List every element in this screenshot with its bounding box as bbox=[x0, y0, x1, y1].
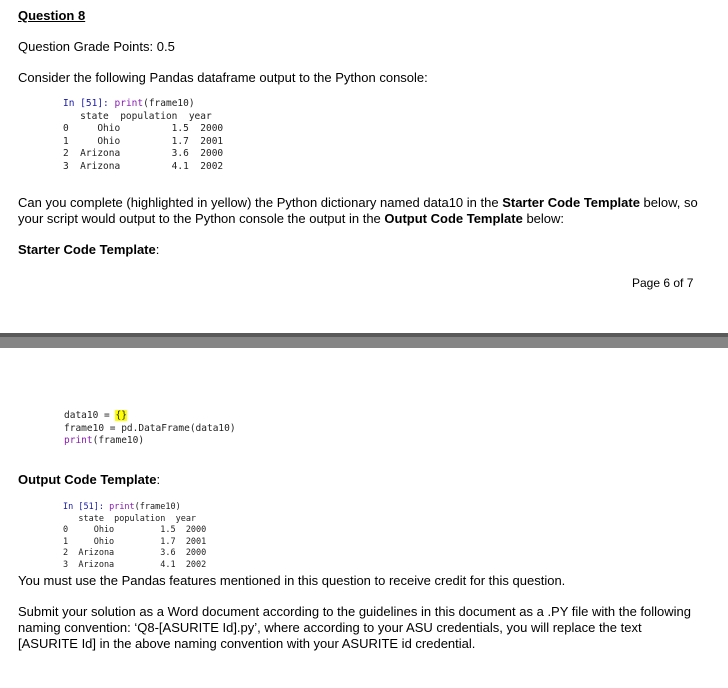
dataframe-row: 1 Ohio 1.7 2001 bbox=[63, 135, 224, 147]
dataframe-row: 0 Ohio 1.5 2000 bbox=[63, 123, 224, 135]
console-prompt: In [51]: bbox=[63, 98, 109, 109]
data10-highlight: {} bbox=[115, 410, 127, 421]
output-template-ref: Output Code Template bbox=[384, 211, 523, 226]
intro-text: Consider the following Pandas dataframe output to the Python console: bbox=[18, 70, 428, 85]
dataframe-header: state population year bbox=[63, 513, 197, 524]
question-title: Question 8 bbox=[18, 8, 86, 23]
dataframe-row: 2 Arizona 3.6 2000 bbox=[63, 548, 207, 558]
page-number: Page 6 of 7 bbox=[632, 276, 694, 290]
dataframe-row: 2 Arizona 3.6 2000 bbox=[63, 148, 224, 160]
console-prompt: In [51]: bbox=[63, 502, 104, 512]
starter-code-heading: Starter Code Template: bbox=[18, 242, 160, 257]
grade-points: Question Grade Points: 0.5 bbox=[18, 39, 175, 54]
starter-template-ref: Starter Code Template bbox=[502, 195, 640, 210]
dataframe-row: 1 Ohio 1.7 2001 bbox=[63, 536, 207, 547]
code-line: frame10 = pd.DataFrame(data10) bbox=[64, 422, 236, 434]
starter-code-block bbox=[64, 410, 236, 448]
output-code-heading: Output Code Template: bbox=[18, 472, 161, 487]
console-command: In [51]: print(frame10) bbox=[63, 502, 181, 512]
dataframe-row: 3 Arizona 4.1 2002 bbox=[63, 559, 207, 570]
print-keyword: print bbox=[109, 502, 135, 512]
submission-note: Submit your solution as a Word document according to the guidelines in this document as a .PY file with the following naming convention: ‘Q8-[ASURITE Id].py’, where according to your ASU credentials, you will replace the text [ASURITE Id] in the above naming convention with your ASURITE id credential. bbox=[18, 604, 692, 651]
document-page-7 bbox=[0, 348, 728, 688]
code-line: print(frame10) bbox=[64, 435, 145, 446]
code-line: data10 = {} bbox=[64, 410, 127, 421]
console-output-1 bbox=[63, 98, 223, 174]
print-keyword: print bbox=[64, 435, 93, 446]
dataframe-row: 0 Ohio 1.5 2000 bbox=[63, 525, 207, 535]
dataframe-row: 3 Arizona 4.1 2002 bbox=[63, 160, 224, 172]
print-argument: (frame10) bbox=[143, 98, 195, 109]
dataframe-header: state population year bbox=[63, 110, 212, 122]
print-keyword: print bbox=[114, 98, 144, 109]
instructions-text: Can you complete (highlighted in yellow) the Python dictionary named data10 in the Starter Code Template below, so your script would output to the Python console the output in the Output Code Template below: bbox=[18, 195, 698, 226]
page-separator bbox=[0, 333, 728, 348]
console-output-2 bbox=[63, 502, 206, 571]
pandas-note: You must use the Pandas features mentioned in this question to receive credit for this question. bbox=[18, 573, 566, 588]
console-command bbox=[63, 98, 223, 111]
document-page-6 bbox=[0, 0, 728, 333]
